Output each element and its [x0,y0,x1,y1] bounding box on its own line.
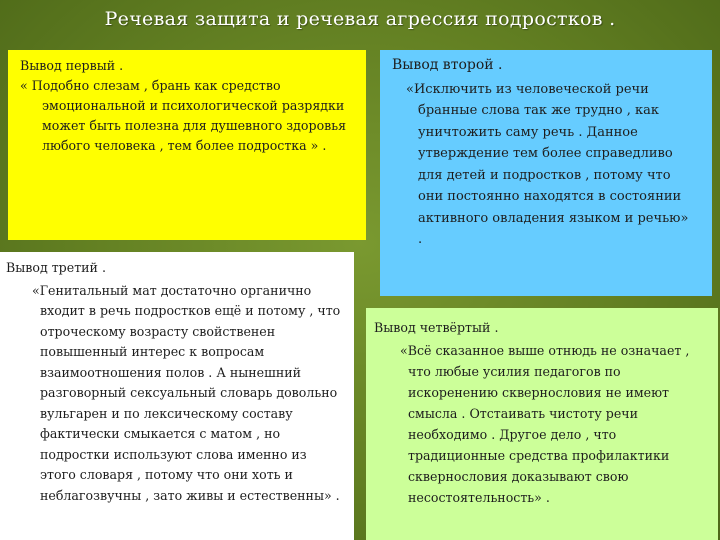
conclusion-heading: Вывод четвёртый . [374,320,499,335]
conclusion-text: «Генитальный мат достаточно органично входит в речь подростков ещё и потому , что отроческому возрасту свойственен повышенный интерес к вопросам взаимоотношения полов . А нынешний разговорный сексуальный словарь довольно вульгарен и по лексическому составу фактически смыкается с матом , но подростки используют слова именно из этого словаря , потому что они хоть и неблагозвучны , зато живы и естественны» . [32,282,341,503]
conclusion-panel-fourth [366,308,718,540]
conclusion-panel-third [0,252,354,540]
conclusion-heading: Вывод второй . [392,57,503,73]
conclusion-text: «Исключить из человеческой речи бранные слова так же трудно , как уничтожить саму речь . Данное утверждение тем более справедливо для детей и подростков , потому что они постоянно находятся в состоянии активного овладения языком и речью» . [406,81,689,247]
conclusion-text: «Всё сказанное выше отнюдь не означает , что любые усилия педагогов по искоренению сквернословия не имеют смысла . Отстаивать чистоту речи необходимо . Другое дело , что традиционные средства профилактики сквернословия доказывают свою несостоятельность» . [400,343,690,505]
conclusion-text: « Подобно слезам , брань как средство эмоциональной и психологической разрядки может быть полезна для душевного здоровья любого человека , тем более подростка » . [20,78,347,153]
conclusion-panel-first [8,50,366,240]
conclusion-heading: Вывод первый . [20,58,124,73]
conclusion-panel-second [380,50,712,296]
conclusion-heading: Вывод третий . [6,260,106,275]
slide-title: Речевая защита и речевая агрессия подростков . [104,8,616,30]
